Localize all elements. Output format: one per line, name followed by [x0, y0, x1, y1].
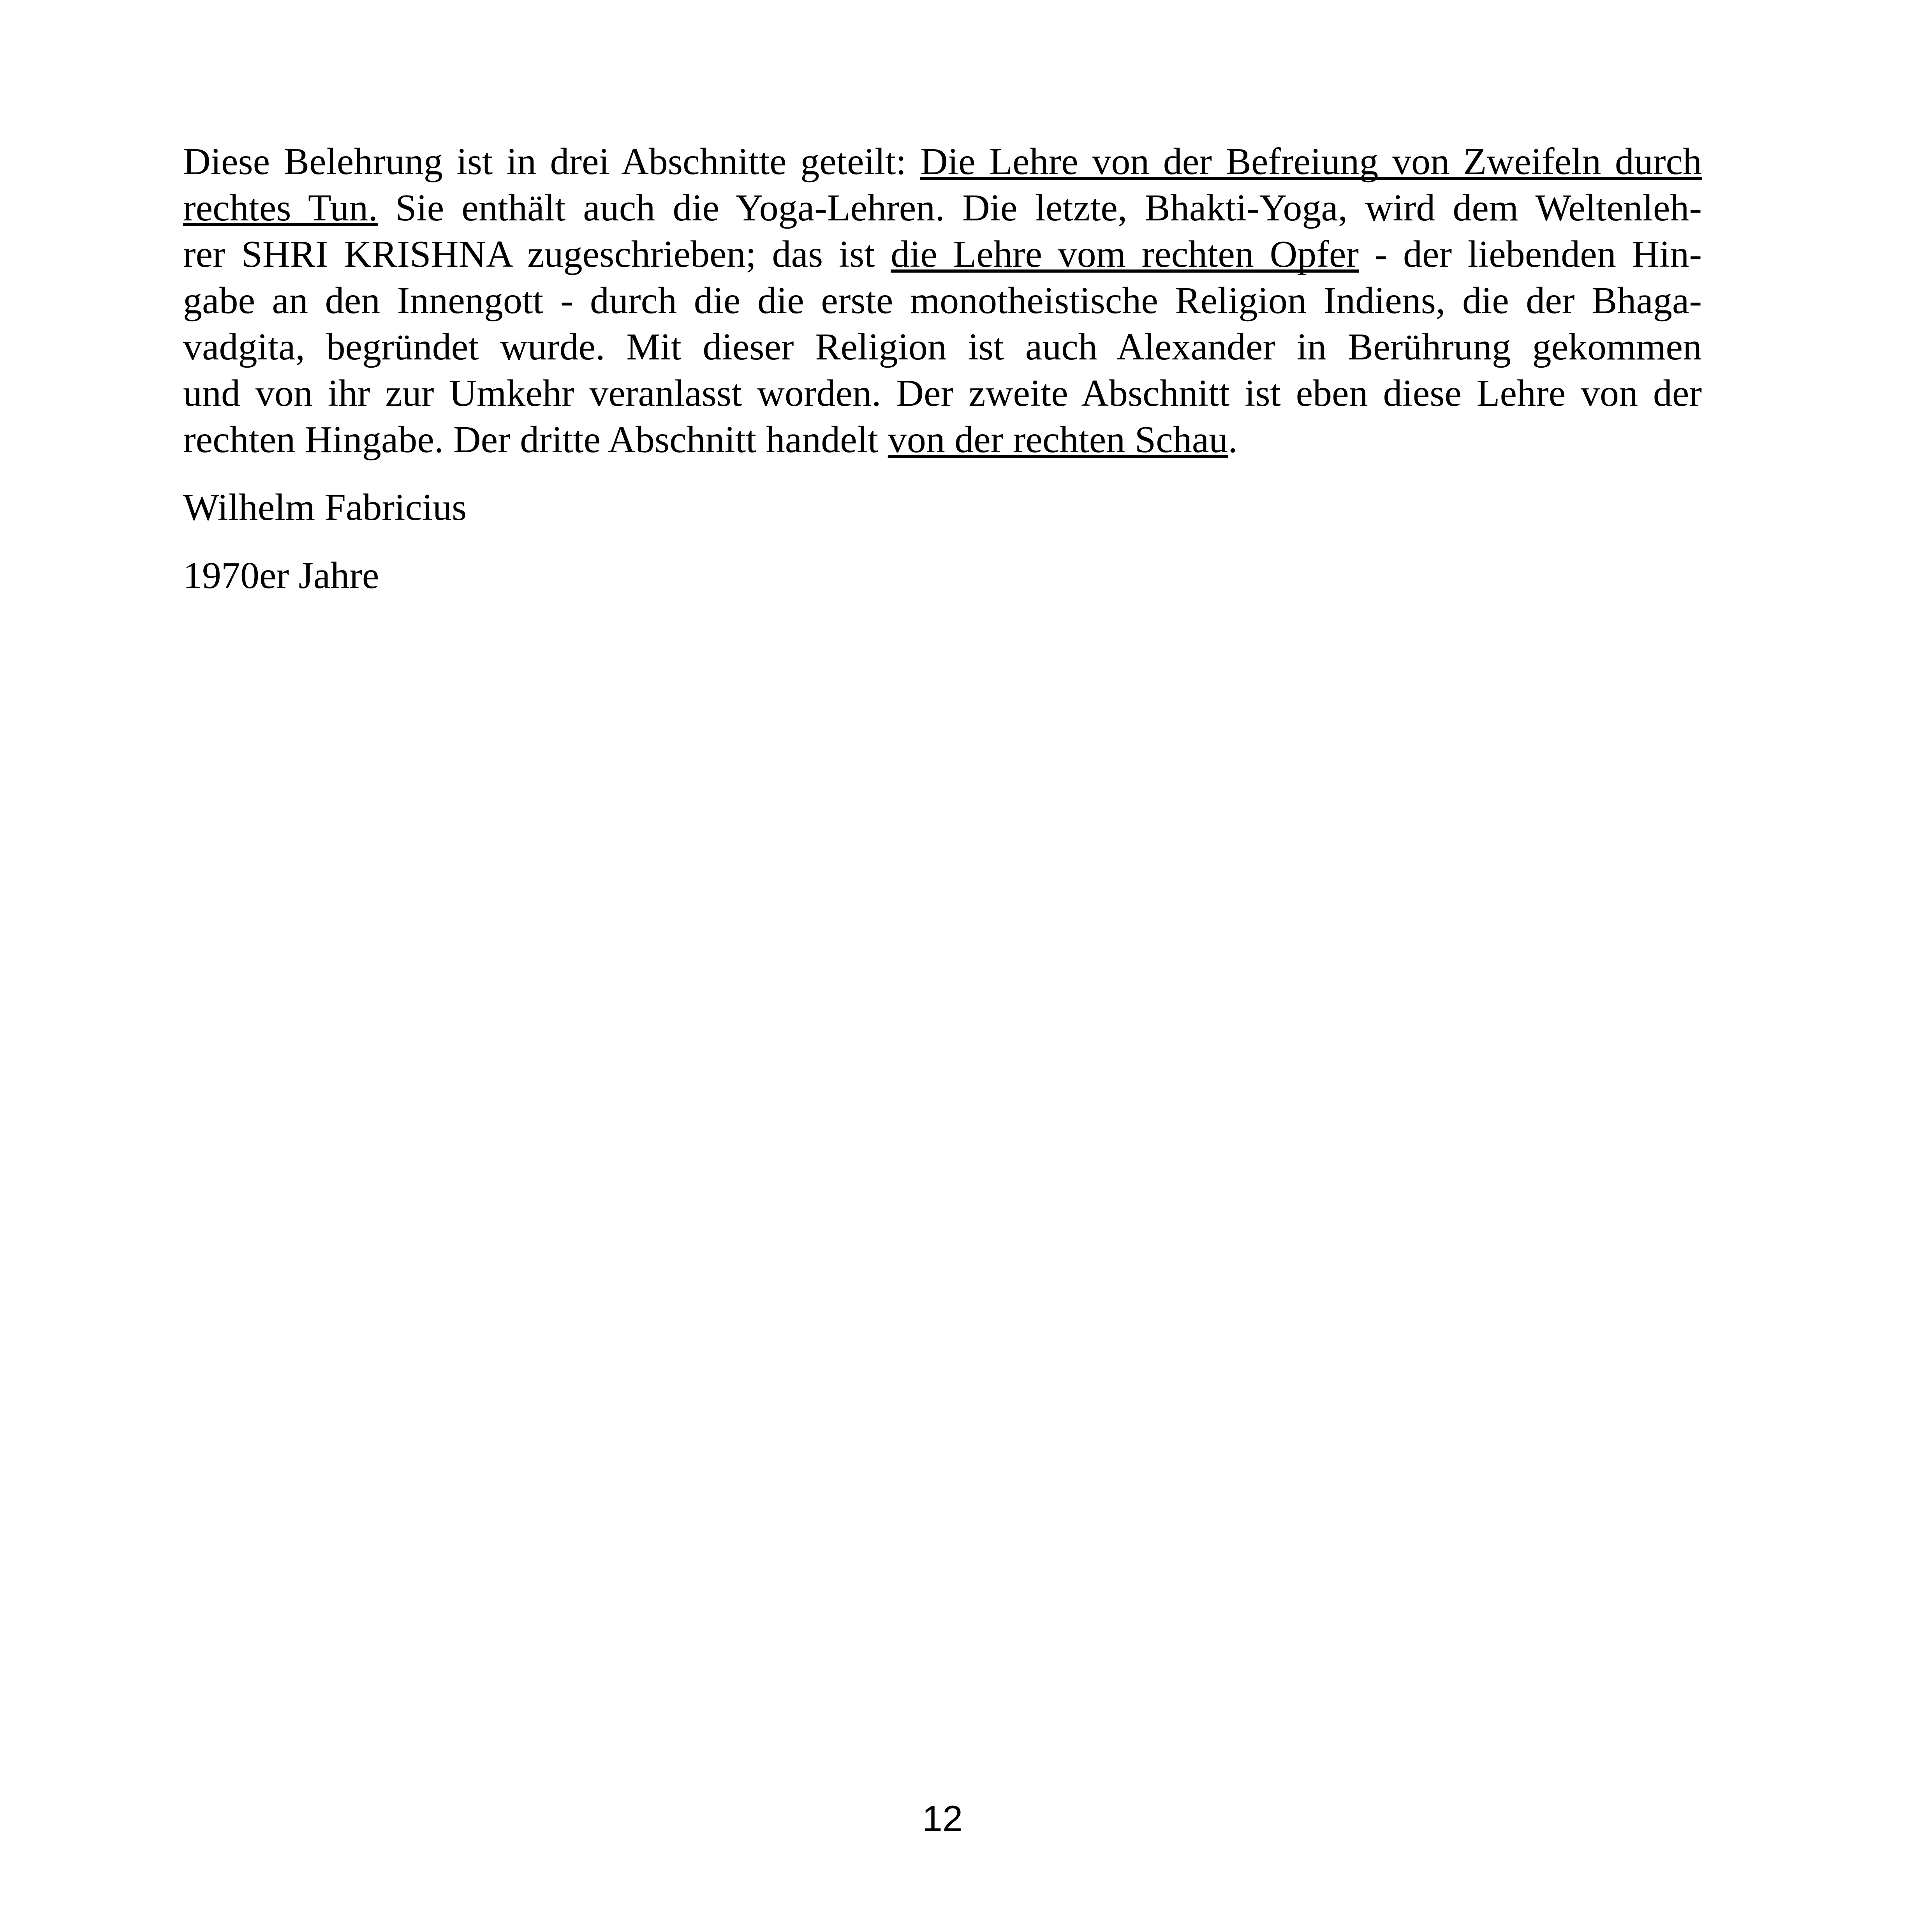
text-run: gabe an den Innengott - durch die die erste monotheistische Religion Indiens, die der Bhaga-	[183, 280, 1702, 322]
date-line: 1970er Jahre	[183, 555, 379, 597]
text-run: Diese Belehrung ist in drei Abschnitte geteilt:	[183, 141, 921, 183]
paragraph-line	[183, 278, 1702, 324]
paragraph-line	[183, 324, 1702, 370]
text-run: - der liebenden Hin-	[1359, 233, 1702, 275]
text-run: rer SHRI KRISHNA zugeschrieben; das ist	[183, 233, 891, 275]
text-run: rechten Hingabe. Der dritte Abschnitt handelt	[183, 419, 888, 461]
paragraph-line	[183, 185, 1702, 231]
text-run: Sie enthält auch die Yoga-Lehren. Die letzte, Bhakti-Yoga, wird dem Weltenleh-	[377, 187, 1702, 229]
text-run: vadgita, begründet wurde. Mit dieser Religion ist auch Alexander in Berührung gekommen	[183, 326, 1702, 368]
paragraph	[183, 139, 1702, 463]
paragraph-line	[183, 417, 1702, 463]
body-text	[183, 139, 1702, 599]
underlined-text: die Lehre vom rechten Opfer	[891, 233, 1359, 275]
paragraph-line	[183, 370, 1702, 417]
underlined-text: von der rechten Schau	[888, 419, 1228, 461]
paragraph-line	[183, 231, 1702, 278]
underlined-text: rechtes Tun.	[183, 187, 378, 229]
text-run: .	[1228, 419, 1238, 461]
underlined-text: Die Lehre von der Befreiung von Zweifeln durch	[920, 141, 1702, 183]
paragraph-line	[183, 139, 1702, 185]
text-run: und von ihr zur Umkehr veranlasst worden. Der zweite Abschnitt ist eben diese Lehre von der	[183, 372, 1702, 414]
signature-line: Wilhelm Fabricius	[183, 486, 467, 528]
page-number: 12	[922, 1798, 963, 1839]
